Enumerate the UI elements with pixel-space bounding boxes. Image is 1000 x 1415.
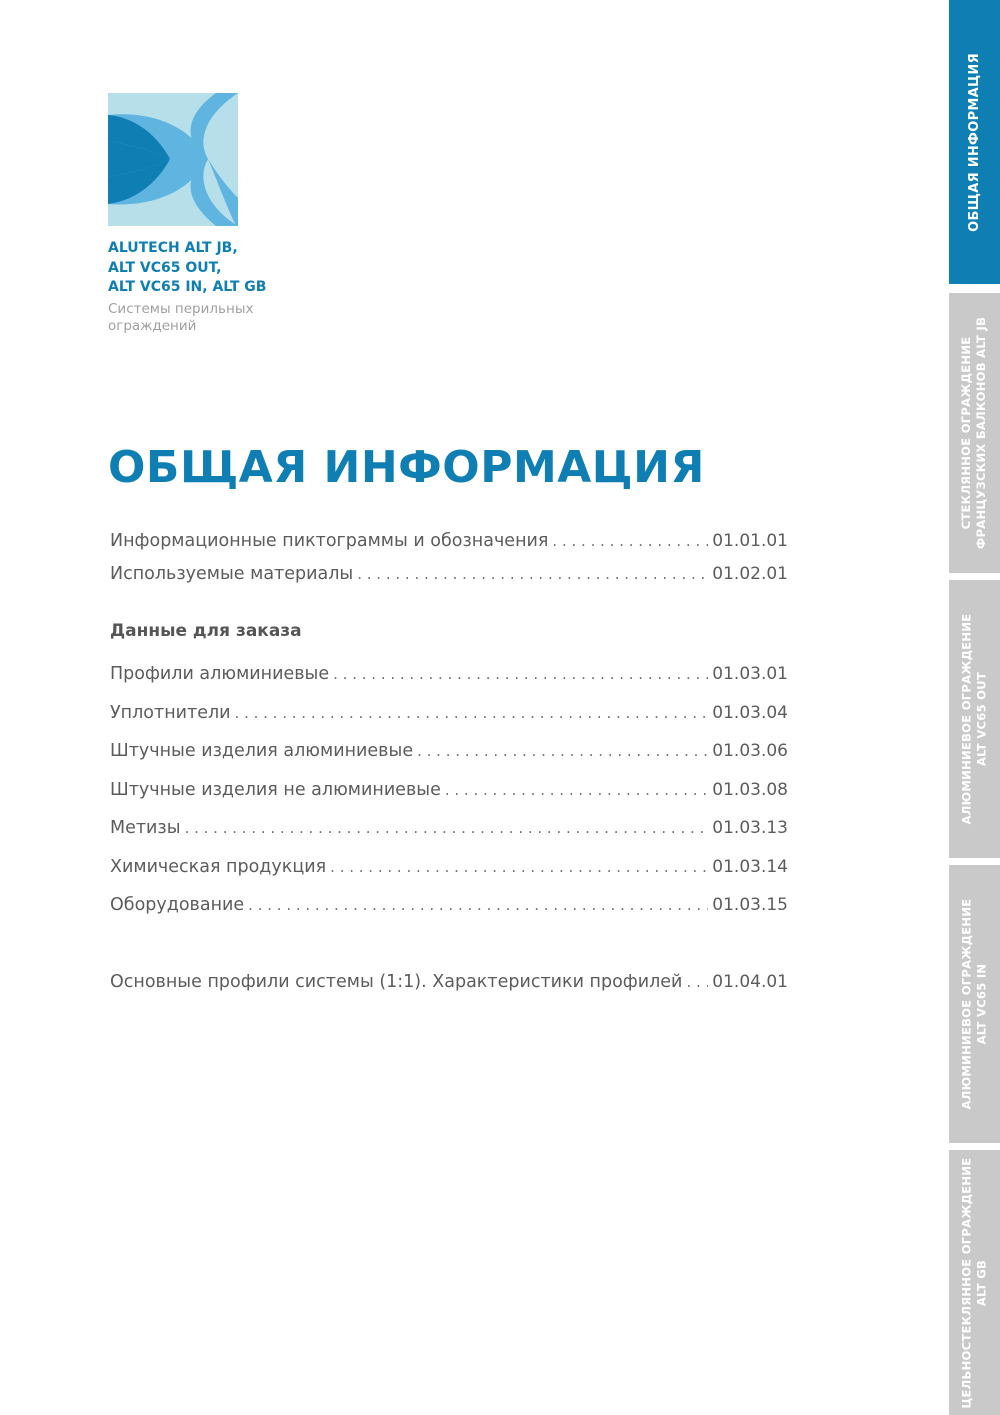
toc-item-label: Уплотнители [110, 703, 231, 723]
toc-item[interactable] [110, 703, 788, 729]
toc-item-label: Штучные изделия алюминиевые [110, 741, 414, 761]
toc-item-label: Используемые материалы [110, 564, 354, 584]
toc-item[interactable] [110, 818, 788, 844]
toc-item-page: 01.03.06 [712, 741, 788, 761]
toc-item[interactable] [110, 531, 788, 557]
toc-leader [333, 665, 708, 683]
toc-item-label: Профили алюминиевые [110, 664, 330, 684]
toc-leader [357, 565, 708, 583]
tab-label: ФРАНЦУЗСКИХ БАЛКОНОВ ALT JB [974, 316, 989, 550]
alutech-logo [108, 93, 238, 226]
toc-item-page: 01.04.01 [712, 972, 788, 992]
brand-subtitle [108, 301, 266, 335]
tab-label: ОБЩАЯ ИНФОРМАЦИЯ [967, 52, 982, 232]
tab-label: ЦЕЛЬНОСТЕКЛЯННОЕ ОГРАЖДЕНИЕ [959, 1157, 974, 1408]
toc-item-page: 01.02.01 [712, 564, 788, 584]
toc-item-page: 01.03.15 [712, 895, 788, 915]
toc-item-label: Химическая продукция [110, 857, 327, 877]
page-title: ОБЩАЯ ИНФОРМАЦИЯ [108, 442, 705, 493]
toc-item-page: 01.03.01 [712, 664, 788, 684]
toc-item-label: Информационные пиктограммы и обозначения [110, 531, 549, 551]
toc-item-label: Основные профили системы (1:1). Характеристики профилей [110, 972, 683, 992]
tab-alt-jb[interactable] [949, 293, 1000, 573]
toc-leader [185, 819, 709, 837]
brand-line: ALUTECH ALT JB, [108, 240, 238, 256]
toc-item-label: Метизы [110, 818, 181, 838]
toc-leader [330, 858, 708, 876]
tab-alt-gb[interactable] [949, 1150, 1000, 1415]
brand-block [108, 239, 266, 335]
toc-item-label: Оборудование [110, 895, 245, 915]
brand-line: ALT VC65 OUT, [108, 259, 222, 276]
tab-label: АЛЮМИНИЕВОЕ ОГРАЖДЕНИЕ [959, 898, 974, 1110]
toc-leader [235, 704, 709, 722]
toc-leader [686, 973, 708, 991]
toc-item-page: 01.03.13 [712, 818, 788, 838]
tab-label: АЛЮМИНИЕВОЕ ОГРАЖДЕНИЕ [959, 613, 974, 825]
tab-label: ALT VC65 IN [974, 963, 989, 1045]
toc-item[interactable] [110, 780, 788, 806]
section-heading-order: Данные для заказа [110, 621, 302, 641]
tab-alt-vc65-in[interactable] [949, 865, 1000, 1143]
toc-leader [248, 896, 708, 914]
toc-leader [552, 532, 708, 550]
toc-item[interactable] [110, 857, 788, 883]
brand-subtitle-line: Системы перильных [108, 300, 254, 317]
brand-subtitle-line: ограждений [108, 317, 197, 334]
toc-item-page: 01.03.04 [712, 703, 788, 723]
tab-general-info[interactable] [949, 0, 1000, 284]
toc-item-page: 01.03.14 [712, 857, 788, 877]
toc-item[interactable] [110, 895, 788, 921]
toc-item-page: 01.03.08 [712, 780, 788, 800]
toc-item[interactable] [110, 664, 788, 690]
toc-item-page: 01.01.01 [712, 531, 788, 551]
toc-item[interactable] [110, 564, 788, 590]
section-tabs [949, 0, 1000, 1415]
tab-label: ALT VC65 OUT [974, 671, 989, 767]
toc-leader [417, 742, 708, 760]
brand-line: ALT VC65 IN, ALT GB [108, 279, 267, 295]
tab-label: СТЕКЛЯННОЕ ОГРАЖДЕНИЕ [959, 336, 974, 530]
toc-item[interactable] [110, 972, 788, 998]
toc-item-label: Штучные изделия не алюминиевые [110, 780, 441, 800]
toc-item[interactable] [110, 741, 788, 767]
tab-label: ALT GB [974, 1259, 989, 1306]
tab-alt-vc65-out[interactable] [949, 580, 1000, 858]
toc-leader [445, 781, 708, 799]
